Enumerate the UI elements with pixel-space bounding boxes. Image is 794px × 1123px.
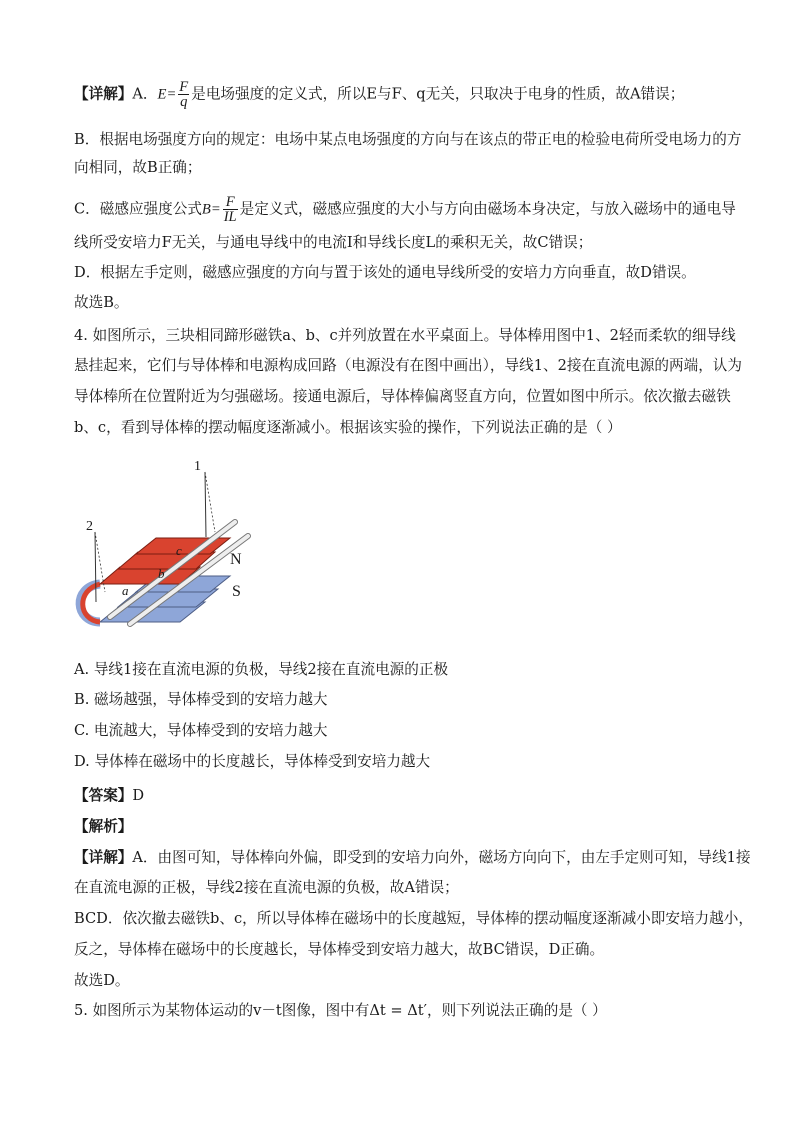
q3-detail-b-cont: 向相同，故B正确； (74, 159, 202, 176)
q4-option-c: C. 电流越大，导体棒受到的安培力越大 (74, 722, 328, 739)
q3-detail-d: D．根据左手定则，磁感应强度的方向与置于该处的通电导线所受的安培力方向垂直，故D错误。 (74, 264, 696, 281)
q4-detail-a: 【详解】A．由图可知，导体棒向外偏，即受到的安培力向外，磁场方向向下，由左手定则可知，导线1接 (74, 849, 751, 866)
label-pole-n: N (230, 551, 242, 568)
q3-detail-a: 【详解】A．E= $\frac{F}{q}$ 是电场强度的定义式，所以E与F、q无关，只取决于电身的性质，故A错误； (74, 79, 685, 110)
formula-b-fraction: $\frac{F}{IL}$ (223, 194, 237, 225)
wire-1 (205, 472, 206, 537)
q3-conclusion: 故选B。 (74, 294, 129, 311)
q4-option-a: A. 导线1接在直流电源的负极，导线2接在直流电源的正极 (74, 661, 449, 678)
q4-stem-2: 悬挂起来，它们与导体棒和电源构成回路（电源没有在图中画出），导线1、2接在直流电源的两端，认为 (74, 357, 742, 374)
horseshoe-magnet-figure (70, 452, 260, 642)
q3-detail-c-cont: 线所受安培力F无关，与通电导线中的电流I和导线长度L的乘积无关，故C错误； (74, 234, 593, 251)
q4-detail-a-cont: 在直流电源的正极，导线2接在直流电源的负极，故A错误； (74, 879, 459, 896)
q5-stem: 5. 如图所示为某物体运动的v－t图像，图中有Δt = Δt′，则下列说法正确的是（ ） (74, 1002, 607, 1019)
q4-option-d: D. 导体棒在磁场中的长度越长，导体棒受到安培力越大 (74, 753, 431, 770)
q4-answer: 【答案】D (74, 787, 145, 804)
q4-analysis-tag: 【解析】 (74, 818, 133, 835)
wire-2 (95, 532, 96, 602)
label-magnet-a: a (122, 583, 129, 598)
q4-detail-bcd-cont: 反之，导体棒在磁场中的长度越长，导体棒受到安培力越大，故BC错误，D正确。 (74, 941, 605, 958)
q3-detail-b: B．根据电场强度方向的规定：电场中某点电场强度的方向与在该点的带正电的检验电荷所受电场力的方 (74, 131, 742, 148)
detail-tag: 【详解】 (74, 85, 133, 103)
q4-stem-1: 4. 如图所示，三块相同蹄形磁铁a、b、c并列放置在水平桌面上。导体棒用图中1、2轻而柔软的细导线 (74, 327, 736, 344)
q4-conclusion: 故选D。 (74, 972, 130, 989)
label-pole-s: S (232, 583, 241, 600)
q4-option-b: B. 磁场越强，导体棒受到的安培力越大 (74, 691, 328, 708)
q4-stem-4: b、c，看到导体棒的摆动幅度逐渐减小。根据该实验的操作，下列说法正确的是（ ） (74, 419, 622, 436)
formula-e-fraction: $\frac{F}{q}$ (179, 79, 189, 110)
label-wire-2: 2 (86, 519, 93, 534)
q4-detail-bcd: BCD．依次撤去磁铁b、c，所以导体棒在磁场中的长度越短，导体棒的摆动幅度逐渐减小即安培力越小， (74, 910, 753, 927)
label-magnet-c: c (176, 543, 182, 558)
q4-stem-3: 导体棒所在位置附近为匀强磁场。接通电源后，导体棒偏离竖直方向，位置如图中所示。依次撤去磁铁 (74, 388, 731, 405)
label-wire-1: 1 (194, 459, 201, 474)
q3-detail-c: C．磁感应强度公式B= $\frac{F}{IL}$ 是定义式，磁感应强度的大小与方向由磁场本身决定，与放入磁场中的通电导 (74, 194, 736, 225)
label-magnet-b: b (158, 566, 165, 581)
